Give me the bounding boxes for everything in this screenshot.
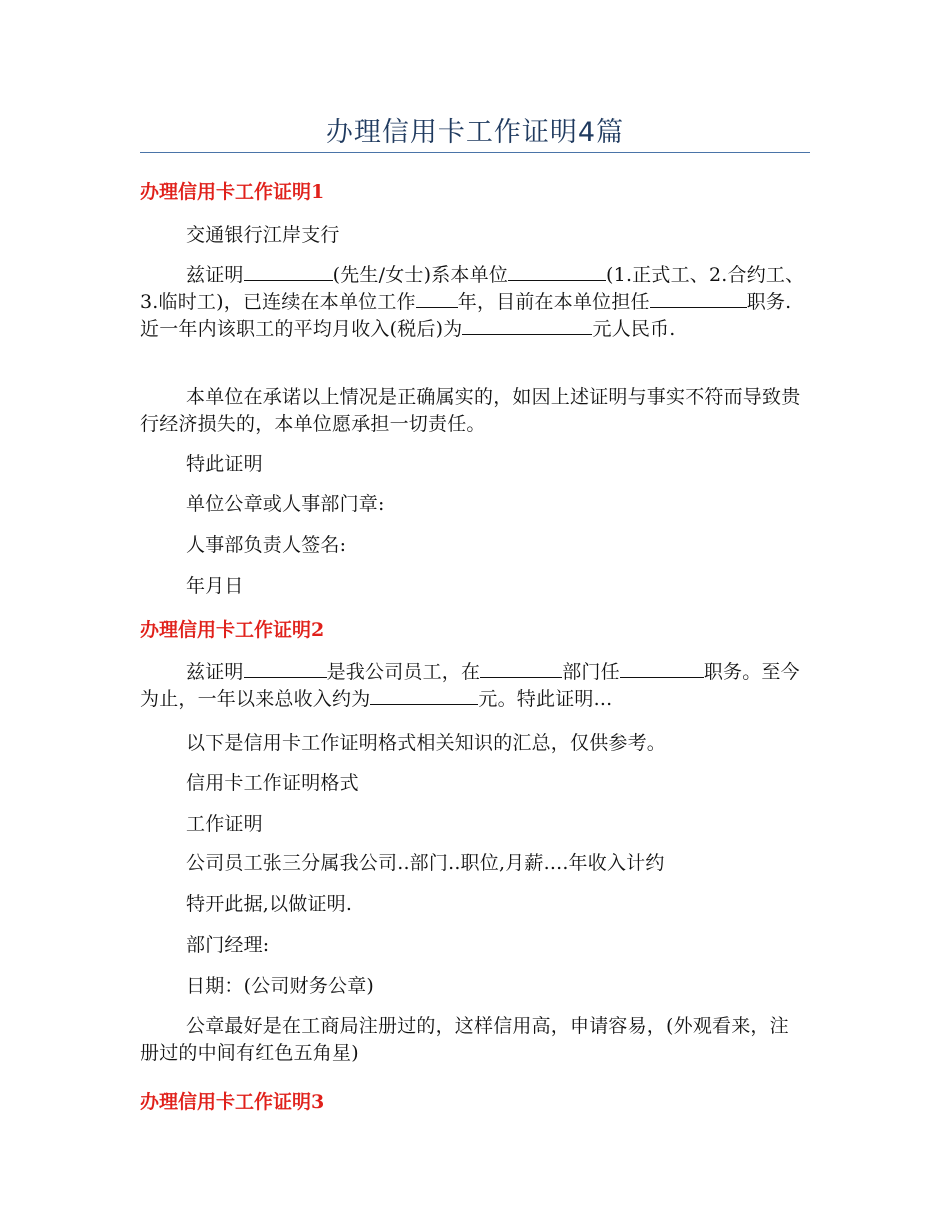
section-heading-1: 办理信用卡工作证明1 (140, 181, 325, 203)
blank-name (244, 262, 333, 281)
format-title-line: 信用卡工作证明格式 (186, 772, 359, 794)
certificate-fill-in-paragraph (140, 262, 805, 343)
title-underline (140, 152, 810, 153)
employee-example-line: 公司员工张三分属我公司..部门..职位,月薪....年收入计约 (186, 852, 665, 874)
text-segment: (先生/女士)系本单位 (332, 264, 509, 286)
commitment-paragraph: 本单位在承诺以上情况是正确属实的，如因上述证明与事实不符而导致贵行经济损失的，本单位愿承担一切责任。 (140, 386, 801, 435)
text-segment: 职务.近一年内该职工的平均月收入(税后)为 (140, 291, 792, 340)
text-segment: 是我公司员工，在 (326, 661, 481, 683)
bank-name-line: 交通银行江岸支行 (186, 224, 340, 246)
blank-years (416, 289, 458, 308)
text-segment: 兹证明 (186, 661, 244, 683)
date-seal-line: 日期：(公司财务公章) (186, 975, 375, 997)
issue-note-line: 特开此据,以做证明. (186, 893, 353, 915)
blank-employee-name (244, 659, 327, 678)
blank-position (620, 659, 704, 678)
text-segment: 元。特此证明... (478, 688, 613, 710)
text-segment: (1.正式工、2.合约工、3.临时工)，已连续在本单位工作 (140, 264, 805, 313)
certify-line: 特此证明 (186, 453, 263, 475)
seal-line: 单位公章或人事部门章: (186, 493, 385, 515)
blank-income (462, 316, 592, 335)
summary-intro-line: 以下是信用卡工作证明格式相关知识的汇总，仅供参考。 (186, 732, 667, 754)
manager-line: 部门经理: (186, 934, 270, 956)
section-heading-3: 办理信用卡工作证明3 (140, 1091, 325, 1113)
signature-line: 人事部负责人签名: (186, 534, 347, 556)
text-segment: 职务。至今为止，一年以来总收入约为 (140, 661, 800, 710)
blank-income (370, 686, 478, 705)
text-segment: 部门任 (562, 661, 620, 683)
seal-advice-paragraph: 公章最好是在工商局注册过的，这样信用高，申请容易，(外观看来，注册过的中间有红色五角星) (140, 1015, 789, 1064)
blank-position (650, 289, 747, 308)
text-segment: 兹证明 (186, 264, 244, 286)
work-certificate-line: 工作证明 (186, 813, 263, 835)
text-segment: 年，目前在本单位担任 (457, 291, 650, 313)
blank-department (480, 659, 562, 678)
section-heading-2: 办理信用卡工作证明2 (140, 619, 325, 641)
text-segment: 元人民币. (592, 318, 676, 340)
employee-income-paragraph (140, 659, 805, 713)
date-line: 年月日 (186, 575, 244, 597)
document-title: 办理信用卡工作证明4篇 (325, 117, 625, 148)
blank-employment-type (508, 262, 606, 281)
